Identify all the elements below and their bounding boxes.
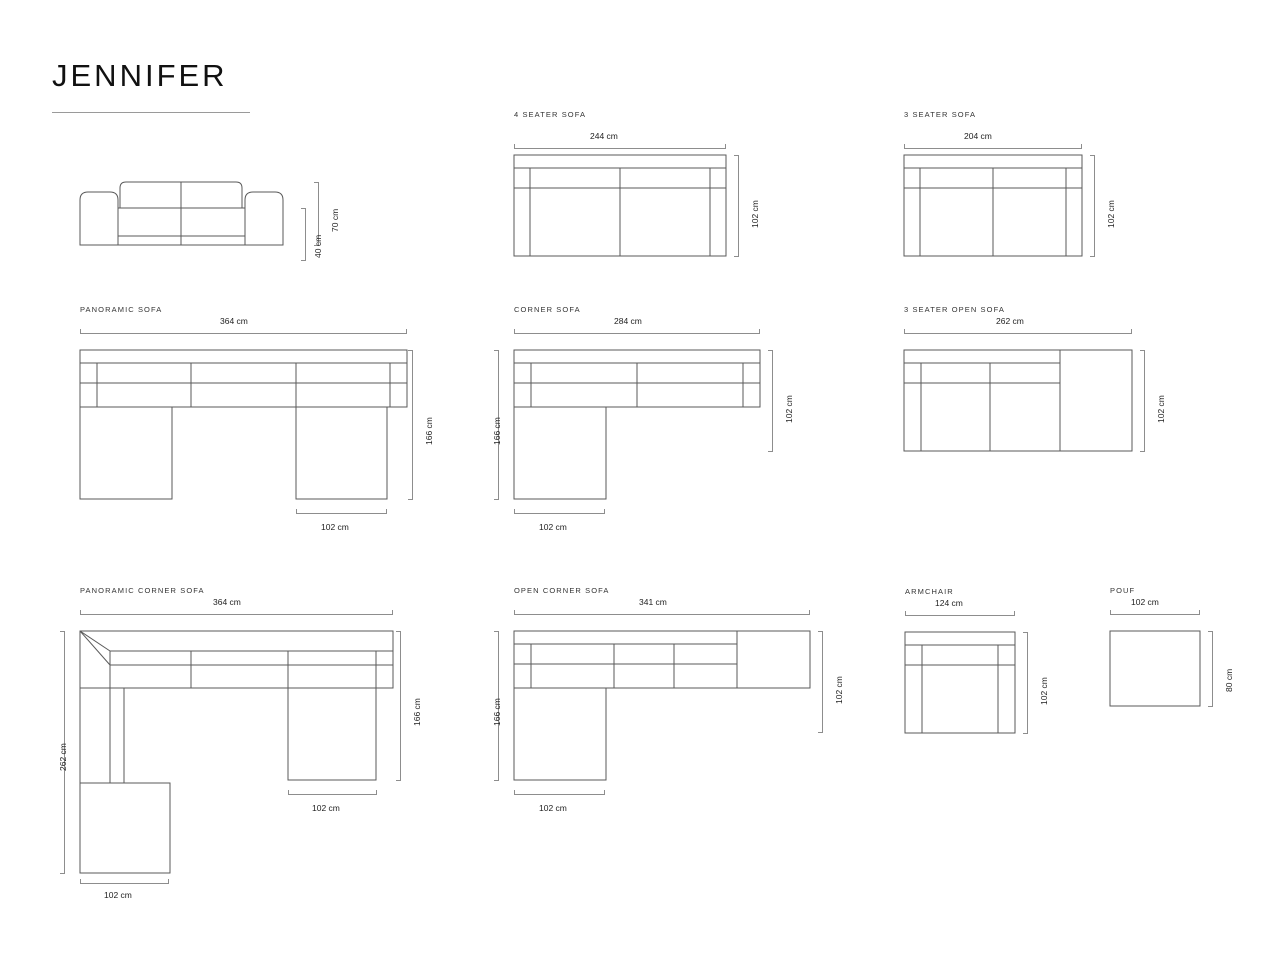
dim-side-panocorner: 262 cm [58, 743, 68, 771]
dim-tick-bottom-panoramic [408, 499, 413, 500]
dim-line-width-open3 [904, 333, 1132, 334]
drawing-panoramic-sofa [80, 350, 425, 565]
dim-arm-panocorner: 102 cm [312, 803, 340, 813]
dim-tick-right-opencorner [809, 610, 810, 615]
dim-tick-top-panocorner [396, 631, 401, 632]
dim-tick-left-pouf [1110, 610, 1111, 615]
dim-tick-bottom-corner [768, 451, 773, 452]
front-view-seat-height-dim: 70 cm [330, 208, 340, 232]
dim-width-pouf: 102 cm [1131, 597, 1159, 607]
dim-tick-b-right-panoramic [386, 509, 387, 514]
dim-line-chaise-panocorner [80, 883, 169, 884]
dim-depth-armchair: 102 cm [1039, 677, 1049, 705]
dim-side-corner: 166 cm [492, 417, 502, 445]
dim-line-width-corner [514, 333, 760, 334]
dim-chaise-corner: 102 cm [539, 522, 567, 532]
dim-line-depth-armchair [1027, 632, 1028, 733]
dim-line-width-3-seater [904, 148, 1082, 149]
dim-line-chaise-opencorner [514, 794, 605, 795]
dim-line-depth-panocorner [400, 631, 401, 780]
dim-width-opencorner: 341 cm [639, 597, 667, 607]
dim-tick-top-3-seater [1090, 155, 1095, 156]
dim-tick-top-corner [768, 350, 773, 351]
drawing-corner-sofa [514, 350, 779, 565]
front-view-dim-line-2 [305, 208, 306, 260]
dim-tick-b-left-corner [514, 509, 515, 514]
front-view-tick-1 [314, 182, 319, 183]
dim-tick-left-open3 [904, 329, 905, 334]
product-label-armchair: ARMCHAIR [905, 587, 954, 596]
dim-tick-bottom-3-seater [1090, 256, 1095, 257]
drawing-open-corner-sofa [514, 631, 826, 846]
dim-width-3-seater: 204 cm [964, 131, 992, 141]
dim-line-depth-pouf [1212, 631, 1213, 706]
dim-tick-bottom-open3 [1140, 451, 1145, 452]
dim-line-depth-panoramic [412, 350, 413, 499]
dim-chaise-panocorner: 102 cm [104, 890, 132, 900]
drawing-3-seater-sofa [904, 155, 1099, 285]
front-view-arm-height-dim: 40 cm [313, 234, 323, 258]
front-view-tick-3 [301, 208, 306, 209]
dim-tick-b-right-corner [604, 509, 605, 514]
dim-tick-top-4-seater [734, 155, 739, 156]
dim-width-4-seater: 244 cm [590, 131, 618, 141]
dim-tick-bottom-4-seater [734, 256, 739, 257]
dim-depth-opencorner: 102 cm [834, 676, 844, 704]
dim-line-width-armchair [905, 615, 1015, 616]
dim-tick-left-panocorner [80, 610, 81, 615]
product-label-4-seater-sofa: 4 SEATER SOFA [514, 110, 587, 119]
page-title: JENNIFER [52, 58, 228, 93]
dim-depth-open3: 102 cm [1156, 395, 1166, 423]
dim-width-panoramic: 364 cm [220, 316, 248, 326]
dim-tick-top-armchair [1023, 632, 1028, 633]
dim-line-width-4-seater [514, 148, 726, 149]
drawing-armchair [905, 632, 1030, 747]
dim-tick-top-panoramic [408, 350, 413, 351]
dim-tick-right-pouf [1199, 610, 1200, 615]
dim-depth-panoramic: 166 cm [424, 417, 434, 445]
drawing-panoramic-corner-sofa [80, 631, 410, 921]
dim-line-depth-4-seater [738, 155, 739, 256]
dim-tick-b-left-opencorner [514, 790, 515, 795]
dim-line-depth-opencorner [822, 631, 823, 732]
dim-line-width-pouf [1110, 614, 1200, 615]
drawing-pouf [1110, 631, 1215, 726]
dim-tick-right-3-seater [1081, 144, 1082, 149]
dim-line-width-panoramic [80, 333, 407, 334]
product-label-pouf: POUF [1110, 586, 1136, 595]
dim-line-depth-3-seater [1094, 155, 1095, 256]
dim-line-chaise-corner [514, 513, 605, 514]
dim-tick-left-armchair [905, 611, 906, 616]
dim-tick-left-3-seater [904, 144, 905, 149]
dim-tick-b-right-opencorner [604, 790, 605, 795]
dim-tick-left-panoramic [80, 329, 81, 334]
dim-depth-3-seater: 102 cm [1106, 200, 1116, 228]
dim-tick-right-open3 [1131, 329, 1132, 334]
drawing-4-seater-sofa [514, 155, 744, 285]
dim-width-open3: 262 cm [996, 316, 1024, 326]
dim-tick-bl-left-panocorner [80, 879, 81, 884]
dim-tick-bottom-panocorner [396, 780, 401, 781]
dim-tick-right-panoramic [406, 329, 407, 334]
product-label-corner-sofa: CORNER SOFA [514, 305, 581, 314]
dim-tick-right-armchair [1014, 611, 1015, 616]
product-label-3-seater-open-sofa: 3 SEATER OPEN SOFA [904, 305, 1005, 314]
product-label-panoramic-sofa: PANORAMIC SOFA [80, 305, 163, 314]
dim-line-depth-open3 [1144, 350, 1145, 451]
front-view-tick-4 [301, 260, 306, 261]
dim-tick-left-opencorner [514, 610, 515, 615]
dim-chaise-opencorner: 102 cm [539, 803, 567, 813]
dim-tick-right-corner [759, 329, 760, 334]
dim-tick-sl-bottom-corner [494, 499, 499, 500]
dim-width-panocorner: 364 cm [213, 597, 241, 607]
dim-tick-top-pouf [1208, 631, 1213, 632]
dim-line-depth-corner [772, 350, 773, 451]
dim-tick-sl-top-opencorner [494, 631, 499, 632]
dim-tick-left-4-seater [514, 144, 515, 149]
dim-line-width-panocorner [80, 614, 393, 615]
dim-tick-bottom-armchair [1023, 733, 1028, 734]
product-label-open-corner-sofa: OPEN CORNER SOFA [514, 586, 610, 595]
dim-tick-sl-top-panocorner [60, 631, 65, 632]
dim-tick-top-open3 [1140, 350, 1145, 351]
dim-line-arm-panocorner [288, 794, 377, 795]
dim-depth-panocorner: 166 cm [412, 698, 422, 726]
dim-tick-right-panocorner [392, 610, 393, 615]
drawing-3-seater-open-sofa [904, 350, 1149, 470]
dim-tick-ar-left-panocorner [288, 790, 289, 795]
front-view-drawing [0, 0, 360, 290]
dim-tick-sl-bottom-opencorner [494, 780, 499, 781]
dim-depth-pouf: 80 cm [1224, 668, 1234, 692]
dim-tick-sl-bottom-panocorner [60, 873, 65, 874]
dim-tick-bottom-opencorner [818, 732, 823, 733]
product-label-3-seater-sofa: 3 SEATER SOFA [904, 110, 977, 119]
dim-tick-left-corner [514, 329, 515, 334]
dim-arm-panoramic: 102 cm [321, 522, 349, 532]
dim-depth-4-seater: 102 cm [750, 200, 760, 228]
dim-side-opencorner: 166 cm [492, 698, 502, 726]
dim-tick-ar-right-panocorner [376, 790, 377, 795]
dim-width-corner: 284 cm [614, 316, 642, 326]
dim-line-width-opencorner [514, 614, 810, 615]
dim-tick-bottom-pouf [1208, 706, 1213, 707]
dim-tick-b-left-panoramic [296, 509, 297, 514]
dim-line-arm-panoramic [296, 513, 387, 514]
dim-tick-top-opencorner [818, 631, 823, 632]
dim-tick-bl-right-panocorner [168, 879, 169, 884]
product-label-panoramic-corner-sofa: PANORAMIC CORNER SOFA [80, 586, 205, 595]
dim-tick-sl-top-corner [494, 350, 499, 351]
dim-depth-corner: 102 cm [784, 395, 794, 423]
dim-width-armchair: 124 cm [935, 598, 963, 608]
dim-tick-right-4-seater [725, 144, 726, 149]
